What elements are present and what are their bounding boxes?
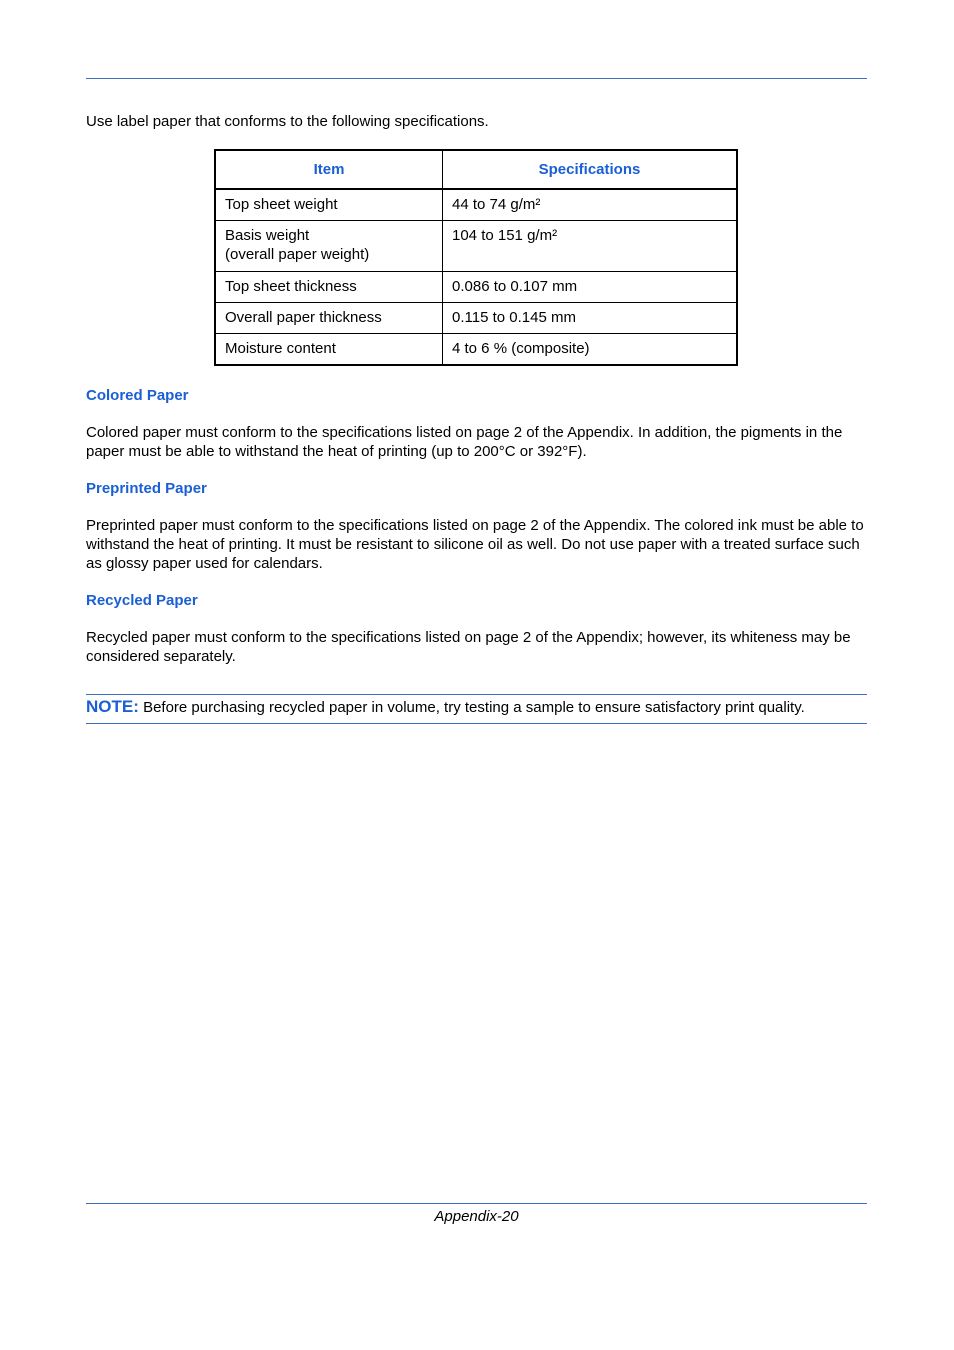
table-row (215, 189, 737, 221)
table-row (215, 303, 737, 334)
header-rule (86, 78, 867, 79)
note (86, 697, 867, 717)
section-heading-preprinted-paper: Preprinted Paper (86, 480, 207, 497)
section-body-recycled-paper: Recycled paper must conform to the specifications listed on page 2 of the Appendix; however, its whiteness may be considered separately. (86, 629, 851, 665)
column-header-item: Item (215, 150, 443, 189)
table-header-row (215, 150, 737, 189)
note-text: Before purchasing recycled paper in volume, try testing a sample to ensure satisfactory print quality. (143, 699, 805, 716)
section-heading-colored-paper: Colored Paper (86, 387, 189, 404)
table-row (215, 334, 737, 366)
column-header-specifications: Specifications (443, 150, 738, 189)
section-heading-recycled-paper: Recycled Paper (86, 592, 198, 609)
note-top-rule (86, 694, 867, 695)
row-item: Moisture content (215, 334, 443, 366)
note-label: NOTE: (86, 697, 139, 716)
note-bottom-rule (86, 723, 867, 724)
row-item (215, 221, 443, 272)
row-item: Overall paper thickness (215, 303, 443, 334)
row-spec: 104 to 151 g/m² (443, 221, 738, 272)
row-spec: 4 to 6 % (composite) (443, 334, 738, 366)
row-spec: 44 to 74 g/m² (443, 189, 738, 221)
row-item-line1: Basis weight (225, 227, 310, 244)
row-spec: 0.115 to 0.145 mm (443, 303, 738, 334)
row-item: Top sheet thickness (215, 272, 443, 303)
table-row (215, 221, 737, 272)
section-body-preprinted-paper: Preprinted paper must conform to the specifications listed on page 2 of the Appendix. The colored ink must be able to withstand the heat of printing. It must be resistant to silicone oil as well. Do not use paper with a treated surface such as glossy paper used for calendars. (86, 517, 864, 572)
table-row (215, 272, 737, 303)
row-spec: 0.086 to 0.107 mm (443, 272, 738, 303)
section-body-colored-paper: Colored paper must conform to the specifications listed on page 2 of the Appendix. In addition, the pigments in the paper must be able to withstand the heat of printing (up to 200°C or 392°F). (86, 424, 843, 460)
row-item-line2: (overall paper weight) (225, 246, 370, 263)
footer-rule (86, 1203, 867, 1204)
label-paper-spec-table (214, 149, 738, 366)
row-item: Top sheet weight (215, 189, 443, 221)
intro-text: Use label paper that conforms to the following specifications. (86, 113, 489, 130)
page-number: Appendix-20 (434, 1208, 519, 1225)
